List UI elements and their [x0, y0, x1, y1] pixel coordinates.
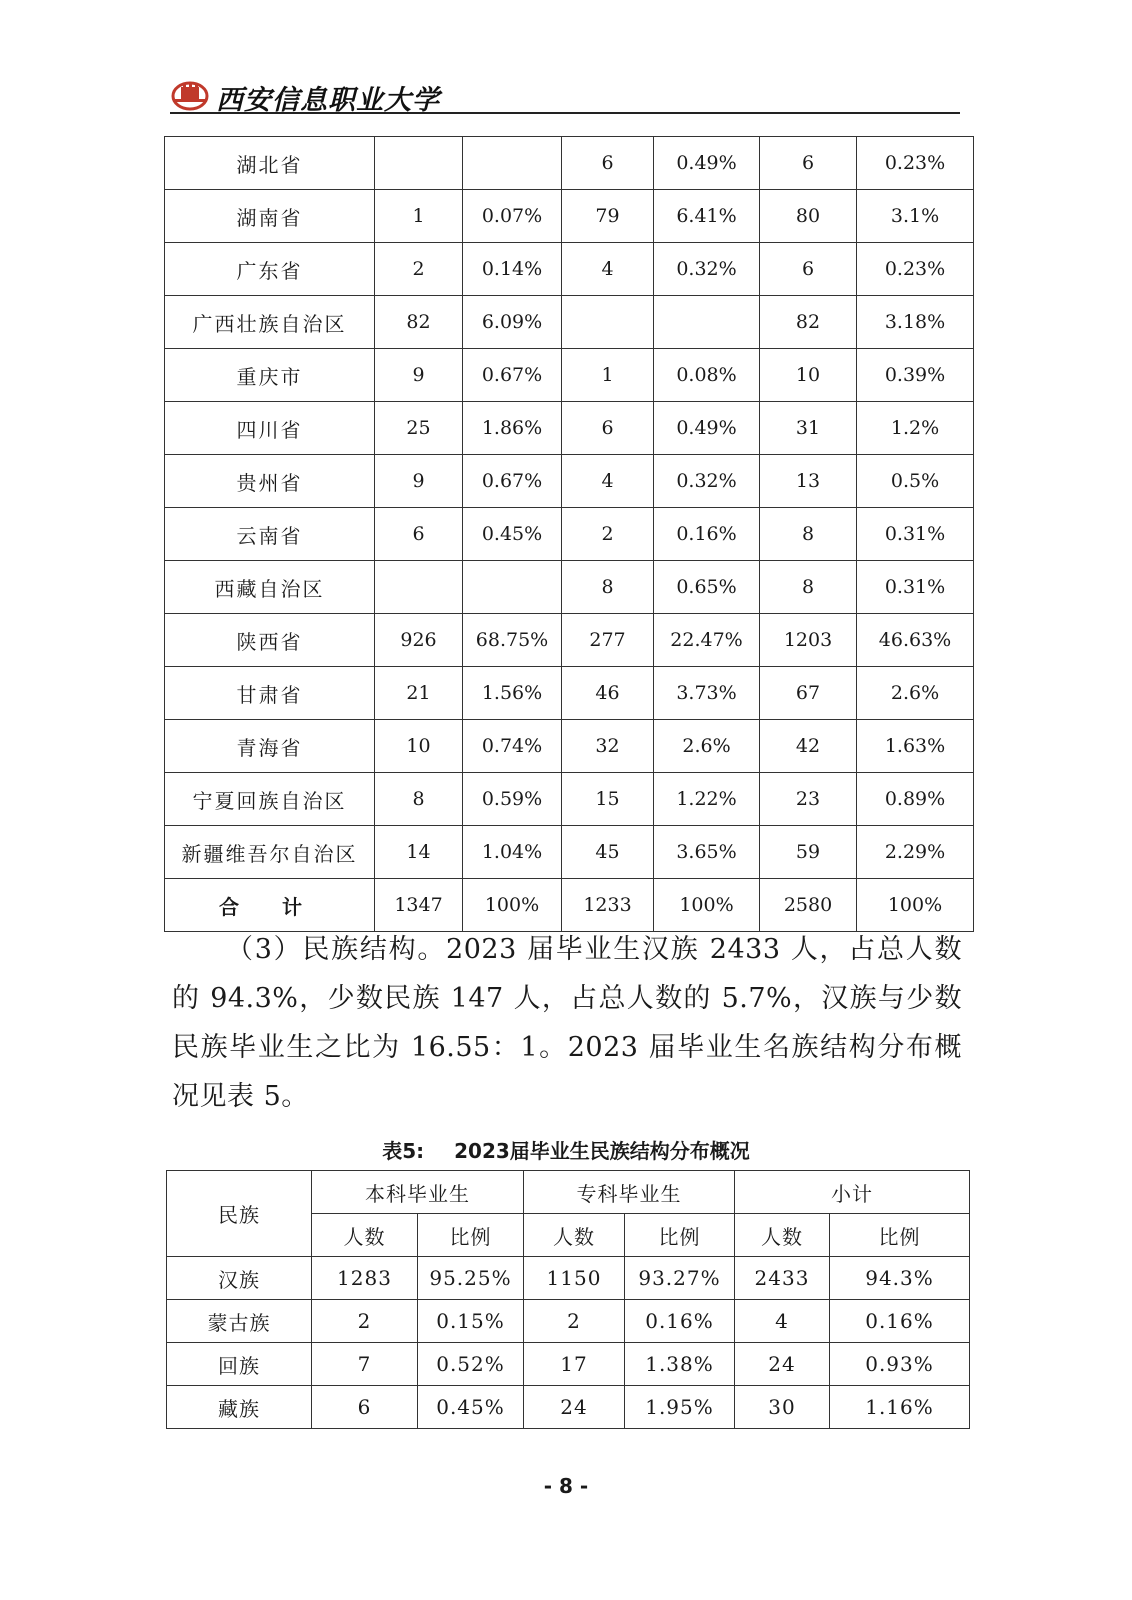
- cell-t-n: 8: [760, 561, 857, 614]
- table-row: [165, 455, 974, 508]
- header-ratio: 比例: [830, 1214, 970, 1257]
- cell-t-n: 42: [760, 720, 857, 773]
- cell-c-p: 3.73%: [654, 667, 760, 720]
- cell-c-p: 1.38%: [625, 1343, 735, 1386]
- ethnic-structure-paragraph: （3）民族结构。2023 届毕业生汉族 2433 人，占总人数的 94.3%，少数民族 147 人，占总人数的 5.7%，汉族与少数民族毕业生之比为 16.55：1。2023 届毕业生名族结构分布概况见表 5。: [172, 934, 962, 1112]
- cell-c-n: 32: [562, 720, 654, 773]
- cell-c-p: 2.6%: [654, 720, 760, 773]
- cell-t-p: 94.3%: [830, 1257, 970, 1300]
- header-count: 人数: [735, 1214, 830, 1257]
- province-name: 广东省: [165, 243, 375, 296]
- cell-u-p: 1.56%: [463, 667, 562, 720]
- cell-t-n: 59: [760, 826, 857, 879]
- cell-c-p: 0.49%: [654, 402, 760, 455]
- cell-t-n: 67: [760, 667, 857, 720]
- cell-u-p: [463, 137, 562, 190]
- cell-c-n: 277: [562, 614, 654, 667]
- cell-c-n: [562, 296, 654, 349]
- cell-u-p: 68.75%: [463, 614, 562, 667]
- cell-c-p: 0.65%: [654, 561, 760, 614]
- cell-u-n: 8: [375, 773, 463, 826]
- table-row: [165, 349, 974, 402]
- cell-u-p: 1.04%: [463, 826, 562, 879]
- cell-t-p: 2.6%: [857, 667, 974, 720]
- header-ratio: 比例: [625, 1214, 735, 1257]
- province-name: 陕西省: [165, 614, 375, 667]
- table-row: [165, 720, 974, 773]
- cell-c-n: 2: [524, 1300, 625, 1343]
- cell-c-n: 46: [562, 667, 654, 720]
- cell-u-n: 1: [375, 190, 463, 243]
- province-distribution-table: [164, 136, 974, 932]
- cell-u-n: 2: [375, 243, 463, 296]
- cell-c-n: 1: [562, 349, 654, 402]
- table-row: [165, 614, 974, 667]
- province-name: 广西壮族自治区: [165, 296, 375, 349]
- cell-t-p: 0.16%: [830, 1300, 970, 1343]
- header-count: 人数: [524, 1214, 625, 1257]
- cell-t-n: 4: [735, 1300, 830, 1343]
- province-name: 宁夏回族自治区: [165, 773, 375, 826]
- cell-t-n: 10: [760, 349, 857, 402]
- caption-title: 2023届毕业生民族结构分布概况: [454, 1139, 750, 1163]
- cell-t-p: 0.31%: [857, 508, 974, 561]
- university-name: 西安信息职业大学: [216, 85, 440, 116]
- table-row: [165, 773, 974, 826]
- province-name: 甘肃省: [165, 667, 375, 720]
- cell-t-p: 46.63%: [857, 614, 974, 667]
- cell-t-n: 1203: [760, 614, 857, 667]
- page-header: [170, 76, 960, 116]
- cell-t-n: 8: [760, 508, 857, 561]
- table-row: [165, 402, 974, 455]
- cell-t-p: 0.31%: [857, 561, 974, 614]
- cell-u-n: 2: [312, 1300, 418, 1343]
- cell-t-p: 3.1%: [857, 190, 974, 243]
- cell-u-n: 6: [375, 508, 463, 561]
- cell-t-p: 1.63%: [857, 720, 974, 773]
- cell-u-p: 6.09%: [463, 296, 562, 349]
- total-row: [165, 879, 974, 932]
- cell-u-p: 0.45%: [463, 508, 562, 561]
- cell-c-p: 6.41%: [654, 190, 760, 243]
- cell-t-p: 1.2%: [857, 402, 974, 455]
- cell-t-p: 3.18%: [857, 296, 974, 349]
- province-name: 青海省: [165, 720, 375, 773]
- cell-c-p: 1.22%: [654, 773, 760, 826]
- table-row: [167, 1300, 970, 1343]
- cell-t-n: 82: [760, 296, 857, 349]
- cell-t-p: 0.39%: [857, 349, 974, 402]
- table-row: [167, 1257, 970, 1300]
- cell-c-n: 4: [562, 243, 654, 296]
- cell-u-n: 10: [375, 720, 463, 773]
- cell-c-n: 4: [562, 455, 654, 508]
- province-name: 云南省: [165, 508, 375, 561]
- cell-t-p: 0.5%: [857, 455, 974, 508]
- cell-c-n: 45: [562, 826, 654, 879]
- cell-c-p: 0.32%: [654, 455, 760, 508]
- table-row: [167, 1343, 970, 1386]
- cell-c-p: [654, 296, 760, 349]
- table-row: [165, 243, 974, 296]
- cell-u-p: 0.45%: [418, 1386, 524, 1429]
- cell-c-n: 6: [562, 402, 654, 455]
- cell-c-n: 6: [562, 137, 654, 190]
- province-name: 西藏自治区: [165, 561, 375, 614]
- table-row: [165, 667, 974, 720]
- cell-c-n: 17: [524, 1343, 625, 1386]
- table-row: [165, 561, 974, 614]
- total-c-n: 1233: [562, 879, 654, 932]
- cell-c-p: 1.95%: [625, 1386, 735, 1429]
- cell-t-n: 24: [735, 1343, 830, 1386]
- cell-u-p: 0.52%: [418, 1343, 524, 1386]
- cell-t-p: 0.89%: [857, 773, 974, 826]
- ethnicity-name: 回族: [167, 1343, 312, 1386]
- table-row: [165, 190, 974, 243]
- total-u-n: 1347: [375, 879, 463, 932]
- cell-t-n: 23: [760, 773, 857, 826]
- cell-u-n: 9: [375, 455, 463, 508]
- header-ethnicity: 民族: [167, 1171, 312, 1257]
- province-name: 贵州省: [165, 455, 375, 508]
- total-c-p: 100%: [654, 879, 760, 932]
- cell-t-p: 0.23%: [857, 243, 974, 296]
- cell-u-n: 25: [375, 402, 463, 455]
- total-label: 合 计: [165, 879, 375, 932]
- university-logo-icon: [170, 78, 210, 112]
- cell-t-p: 0.23%: [857, 137, 974, 190]
- cell-u-n: 926: [375, 614, 463, 667]
- table-row: [165, 508, 974, 561]
- header-ratio: 比例: [418, 1214, 524, 1257]
- table-row: [165, 296, 974, 349]
- cell-u-p: 0.67%: [463, 349, 562, 402]
- cell-u-p: 95.25%: [418, 1257, 524, 1300]
- caption-label: 表5:: [382, 1139, 425, 1163]
- cell-c-n: 1150: [524, 1257, 625, 1300]
- header-count: 人数: [312, 1214, 418, 1257]
- total-t-p: 100%: [857, 879, 974, 932]
- total-u-p: 100%: [463, 879, 562, 932]
- cell-u-p: 0.07%: [463, 190, 562, 243]
- cell-u-n: 1283: [312, 1257, 418, 1300]
- cell-c-n: 2: [562, 508, 654, 561]
- cell-u-n: 7: [312, 1343, 418, 1386]
- cell-u-p: 0.14%: [463, 243, 562, 296]
- ethnic-distribution-table: [166, 1170, 970, 1429]
- cell-t-n: 13: [760, 455, 857, 508]
- province-name: 四川省: [165, 402, 375, 455]
- cell-c-n: 24: [524, 1386, 625, 1429]
- cell-t-p: 1.16%: [830, 1386, 970, 1429]
- cell-c-p: 0.16%: [625, 1300, 735, 1343]
- cell-u-p: 1.86%: [463, 402, 562, 455]
- ethnicity-name: 汉族: [167, 1257, 312, 1300]
- cell-c-p: 0.32%: [654, 243, 760, 296]
- cell-c-p: 3.65%: [654, 826, 760, 879]
- cell-t-n: 2433: [735, 1257, 830, 1300]
- cell-t-n: 6: [760, 137, 857, 190]
- cell-c-p: 0.08%: [654, 349, 760, 402]
- cell-u-p: 0.15%: [418, 1300, 524, 1343]
- cell-c-p: 0.16%: [654, 508, 760, 561]
- cell-u-p: 0.67%: [463, 455, 562, 508]
- cell-c-n: 15: [562, 773, 654, 826]
- header-undergrad: 本科毕业生: [312, 1171, 524, 1214]
- cell-c-n: 8: [562, 561, 654, 614]
- province-name: 重庆市: [165, 349, 375, 402]
- header-college: 专科毕业生: [524, 1171, 735, 1214]
- cell-u-p: [463, 561, 562, 614]
- cell-u-n: 21: [375, 667, 463, 720]
- ethnicity-name: 藏族: [167, 1386, 312, 1429]
- header-subtotal: 小计: [735, 1171, 970, 1214]
- cell-t-p: 0.93%: [830, 1343, 970, 1386]
- cell-c-p: 22.47%: [654, 614, 760, 667]
- cell-u-n: 14: [375, 826, 463, 879]
- cell-t-n: 6: [760, 243, 857, 296]
- cell-u-n: 6: [312, 1386, 418, 1429]
- province-name: 湖北省: [165, 137, 375, 190]
- header-row-groups: [167, 1171, 970, 1214]
- cell-t-n: 30: [735, 1386, 830, 1429]
- cell-c-n: 79: [562, 190, 654, 243]
- total-t-n: 2580: [760, 879, 857, 932]
- table-5-caption: [0, 1135, 1132, 1164]
- cell-c-p: 0.49%: [654, 137, 760, 190]
- cell-u-p: 0.74%: [463, 720, 562, 773]
- province-name: 新疆维吾尔自治区: [165, 826, 375, 879]
- page-number: - 8 -: [543, 1474, 589, 1498]
- cell-t-n: 80: [760, 190, 857, 243]
- cell-u-n: 82: [375, 296, 463, 349]
- province-name: 湖南省: [165, 190, 375, 243]
- cell-u-n: 9: [375, 349, 463, 402]
- cell-t-n: 31: [760, 402, 857, 455]
- table-row: [165, 826, 974, 879]
- cell-u-n: [375, 137, 463, 190]
- table-row: [165, 137, 974, 190]
- cell-u-p: 0.59%: [463, 773, 562, 826]
- table-row: [167, 1386, 970, 1429]
- header-rule: [170, 112, 960, 114]
- ethnicity-name: 蒙古族: [167, 1300, 312, 1343]
- cell-t-p: 2.29%: [857, 826, 974, 879]
- cell-c-p: 93.27%: [625, 1257, 735, 1300]
- cell-u-n: [375, 561, 463, 614]
